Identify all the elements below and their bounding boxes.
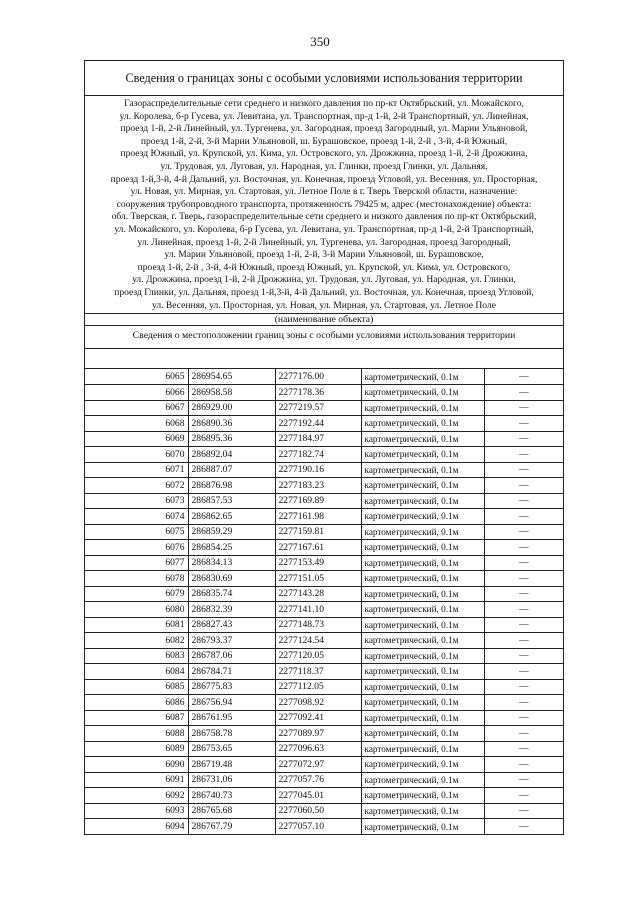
x-coordinate-cell: 286958.58 [188, 385, 275, 401]
object-description-line: ул. Линейная, проезд 1-й, 2-й Линейный, ул. Тургенева, ул. Загородная, проезд Загородный, [137, 236, 511, 248]
error-cell: — [484, 617, 563, 633]
method-cell: картометрический, 0.1м [361, 664, 484, 680]
error-cell: — [484, 447, 563, 463]
x-coordinate-cell: 286862.65 [188, 509, 275, 525]
x-coordinate-cell: 286832.39 [188, 602, 275, 618]
y-coordinate-cell: 2277190.16 [275, 462, 361, 478]
table-row [85, 478, 563, 494]
point-number-cell: 6085 [85, 679, 188, 695]
point-number-cell: 6068 [85, 416, 188, 432]
y-coordinate-cell: 2277118.37 [275, 664, 361, 680]
method-cell: картометрический, 0.1м [361, 478, 484, 494]
x-coordinate-cell: 286857.53 [188, 493, 275, 509]
x-coordinate-cell: 286954.65 [188, 369, 275, 385]
object-description-line: проезд 1-й, 2-й Линейный, ул. Тургенева, ул. Загородная, проезд Загородный, ул. Марии Ульяновой, [120, 123, 528, 135]
x-coordinate-cell: 286830.69 [188, 571, 275, 587]
error-cell: — [484, 571, 563, 587]
point-number-cell: 6070 [85, 447, 188, 463]
method-cell: картометрический, 0.1м [361, 540, 484, 556]
y-coordinate-cell: 2277192.44 [275, 416, 361, 432]
method-cell: картометрический, 0.1м [361, 679, 484, 695]
table-row [85, 788, 563, 804]
table-row [85, 400, 563, 416]
point-number-cell: 6078 [85, 571, 188, 587]
y-coordinate-cell: 2277184.97 [275, 431, 361, 447]
table-row [85, 741, 563, 757]
method-cell: картометрический, 0.1м [361, 819, 484, 835]
table-row [85, 493, 563, 509]
table-row [85, 772, 563, 788]
method-cell: картометрический, 0.1м [361, 633, 484, 649]
object-description-line: ул. Весенняя, ул. Просторная, ул. Новая, ул. Мирная, ул. Стартовая, ул. Летное Поле [152, 299, 496, 311]
method-cell: картометрический, 0.1м [361, 788, 484, 804]
object-description-line: ул. Можайского, ул. Королева, б-р Гусева, ул. Левитана, ул. Транспортная, пр-д 1-й, 2-й Транспортный, [114, 223, 534, 235]
method-cell: картометрический, 0.1м [361, 493, 484, 509]
object-description-line: ул. Королева, б-р Гусева, ул. Левитана, ул. Транспортная, пр-д 1-й, 2-й Транспортный, ул. Линейная, [119, 110, 529, 122]
error-cell: — [484, 633, 563, 649]
x-coordinate-cell: 286793.37 [188, 633, 275, 649]
point-number-cell: 6075 [85, 524, 188, 540]
error-cell: — [484, 648, 563, 664]
method-cell: картометрический, 0.1м [361, 462, 484, 478]
point-number-cell: 6076 [85, 540, 188, 556]
method-cell: картометрический, 0.1м [361, 555, 484, 571]
object-description-line: проезд 1-й,3-й, 4-й Дальний, ул. Восточная, ул. Конечная, проезд Угловой, ул. Весенняя, ул. Просторная, [110, 173, 538, 185]
y-coordinate-cell: 2277092.41 [275, 710, 361, 726]
x-coordinate-cell: 286895.36 [188, 431, 275, 447]
method-cell: картометрический, 0.1м [361, 416, 484, 432]
table-row [85, 586, 563, 602]
table-row [85, 726, 563, 742]
point-number-cell: 6077 [85, 555, 188, 571]
error-cell: — [518, 821, 529, 833]
error-cell: — [484, 757, 563, 773]
y-coordinate-cell: 2277219.57 [275, 400, 361, 416]
method-cell: картометрический, 0.1м [361, 695, 484, 711]
table-row [85, 617, 563, 633]
error-cell: — [484, 788, 563, 804]
method-cell: картометрический, 0.1м [361, 757, 484, 773]
error-cell: — [484, 524, 563, 540]
method-cell: картометрический, 0.1м [361, 571, 484, 587]
x-coordinate-cell: 286756.94 [188, 695, 275, 711]
error-cell: — [484, 509, 563, 525]
table-header-spacer [85, 349, 563, 369]
x-coordinate-cell: 286775.83 [188, 679, 275, 695]
method-cell: картометрический, 0.1м [361, 710, 484, 726]
x-coordinate-cell: 286761.95 [188, 710, 275, 726]
x-coordinate-cell: 286827.43 [188, 617, 275, 633]
table-row [85, 710, 563, 726]
table-row [85, 571, 563, 587]
method-cell: картометрический, 0.1м [361, 772, 484, 788]
y-coordinate-cell: 2277176.00 [275, 369, 361, 385]
point-number-cell: 6080 [85, 602, 188, 618]
error-cell: — [484, 555, 563, 571]
x-coordinate-cell: 286835.74 [188, 586, 275, 602]
table-row [85, 602, 563, 618]
point-number-cell: 6094 [85, 819, 188, 835]
method-cell: картометрический, 0.1м [361, 509, 484, 525]
table-row [85, 648, 563, 664]
y-coordinate-cell: 2277159.81 [275, 524, 361, 540]
coordinates-table [85, 369, 563, 834]
object-description-line: обл. Тверская, г. Тверь, газораспределительные сети среднего и низкого давления по пр-кт Октябрьский, [111, 211, 537, 223]
point-number-cell: 6073 [85, 493, 188, 509]
object-description-line: проезд 1-й, 2-й, 3-й Марии Ульяновой, ш. Бурашовское, проезд 1-й, 2-й , 3-й, 4-й Южный, [140, 135, 508, 147]
point-number-cell: 6086 [85, 695, 188, 711]
error-cell: — [484, 586, 563, 602]
x-coordinate-cell: 286753.65 [188, 741, 275, 757]
table-row [85, 803, 563, 819]
method-cell: картометрический, 0.1м [361, 385, 484, 401]
y-coordinate-cell: 2277169.89 [275, 493, 361, 509]
x-coordinate-cell: 286929.00 [188, 400, 275, 416]
error-cell: — [484, 493, 563, 509]
table-row [85, 416, 563, 432]
x-coordinate-cell: 286876.98 [188, 478, 275, 494]
document-frame [84, 60, 564, 835]
x-coordinate-cell: 286784.71 [188, 664, 275, 680]
table-row [85, 524, 563, 540]
object-description-line: проезд Глинки, ул. Дальняя, проезд 1-й,3-й, 4-й Дальний, ул. Восточная, ул. Конечная, проезд Угловой, [114, 286, 534, 298]
point-number-cell: 6091 [85, 772, 188, 788]
error-cell: — [484, 385, 563, 401]
x-coordinate-cell: 286787.06 [188, 648, 275, 664]
error-cell: — [484, 416, 563, 432]
object-description-line: проезд Южный, ул. Крупской, ул. Кима, ул. Островского, ул. Дрожжина, проезд 1-й, 2-й Дрожжина, [120, 148, 528, 160]
point-number-cell: 6065 [85, 369, 188, 385]
point-number-cell: 6082 [85, 633, 188, 649]
y-coordinate-cell: 2277143.28 [275, 586, 361, 602]
y-coordinate-cell: 2277141.10 [275, 602, 361, 618]
page-number: 350 [310, 34, 330, 49]
y-coordinate-cell: 2277096.63 [275, 741, 361, 757]
error-cell: — [484, 540, 563, 556]
y-coordinate-cell: 2277148.73 [275, 617, 361, 633]
x-coordinate-cell: 286834.13 [188, 555, 275, 571]
method-cell: картометрический, 0.1м [361, 369, 484, 385]
table-row [85, 369, 563, 385]
y-coordinate-cell: 2277098.92 [275, 695, 361, 711]
table-row [85, 757, 563, 773]
y-coordinate-cell: 2277183.23 [275, 478, 361, 494]
y-coordinate-cell: 2277178.36 [275, 385, 361, 401]
table-row [85, 695, 563, 711]
y-coordinate-cell: 2277153.49 [275, 555, 361, 571]
page-title: Сведения о границах зоны с особыми условиями использования территории [85, 61, 563, 96]
y-coordinate-cell: 2277124.54 [275, 633, 361, 649]
object-description-line: ул. Новая, ул. Мирная, ул. Стартовая, ул. Летное Поле в г. Тверь Тверской области, назначение: [130, 186, 518, 198]
error-cell: — [484, 602, 563, 618]
error-cell: — [484, 695, 563, 711]
error-cell: — [484, 664, 563, 680]
y-coordinate-cell: 2277182.74 [275, 447, 361, 463]
y-coordinate-cell: 2277120.05 [275, 648, 361, 664]
y-coordinate-cell: 2277151.05 [275, 571, 361, 587]
error-cell: — [484, 726, 563, 742]
error-cell: — [484, 462, 563, 478]
table-row [85, 555, 563, 571]
method-cell: картометрический, 0.1м [361, 431, 484, 447]
point-number-cell: 6066 [85, 385, 188, 401]
method-cell: картометрический, 0.1м [361, 524, 484, 540]
object-description-line: сооружения трубопроводного транспорта, протяженность 79425 м, адрес (местонахождение) объекта: [116, 198, 532, 210]
point-number-cell: 6090 [85, 757, 188, 773]
x-coordinate-cell: 286859.29 [188, 524, 275, 540]
point-number-cell: 6087 [85, 710, 188, 726]
method-cell: картометрический, 0.1м [361, 726, 484, 742]
table-row [85, 431, 563, 447]
y-coordinate-cell: 2277167.61 [275, 540, 361, 556]
method-cell: картометрический, 0.1м [361, 648, 484, 664]
error-cell: — [484, 431, 563, 447]
point-number-cell: 6089 [85, 741, 188, 757]
error-cell: — [484, 369, 563, 385]
table-row [85, 664, 563, 680]
point-number-cell: 6071 [85, 462, 188, 478]
method-cell: картометрический, 0.1м [361, 803, 484, 819]
point-number-cell: 6083 [85, 648, 188, 664]
table-row [85, 819, 563, 835]
object-description-line: ул. Дрожжина, проезд 1-й, 2-й Дрожжина, ул. Трудовая, ул. Луговая, ул. Народная, ул. Глинки, [132, 274, 516, 286]
method-cell: картометрический, 0.1м [361, 586, 484, 602]
error-cell: — [484, 772, 563, 788]
x-coordinate-cell: 286740.73 [188, 788, 275, 804]
error-cell: — [484, 741, 563, 757]
object-description-line: ул. Марии Ульяновой, проезд 1-й, 2-й, 3-й Марии Ульяновой, ш. Бурашовское, [164, 249, 484, 261]
x-coordinate-cell: 286758.78 [188, 726, 275, 742]
x-coordinate-cell: 286731.06 [188, 772, 275, 788]
object-description-line: Газораспределительные сети среднего и низкого давления по пр-кт Октябрьский, ул. Можайского, [124, 98, 524, 109]
location-section-title: Сведения о местоположении границ зоны с особыми условиями использования территории [85, 326, 563, 349]
method-cell: картометрический, 0.1м [361, 447, 484, 463]
y-coordinate-cell: 2277089.97 [275, 726, 361, 742]
table-row [85, 462, 563, 478]
x-coordinate-cell: 286767.79 [188, 819, 275, 835]
table-row [85, 385, 563, 401]
error-cell: — [484, 400, 563, 416]
point-number-cell: 6069 [85, 431, 188, 447]
table-row [85, 509, 563, 525]
table-row [85, 540, 563, 556]
y-coordinate-cell: 2277112.05 [275, 679, 361, 695]
method-cell: картометрический, 0.1м [361, 617, 484, 633]
x-coordinate-cell: 286765.68 [188, 803, 275, 819]
object-caption: (наименование объекта) [85, 313, 563, 326]
table-row [85, 679, 563, 695]
point-number-cell: 6093 [85, 803, 188, 819]
object-description-line: ул. Трудовая, ул. Луговая, ул. Народная, ул. Глинки, проезд Глинки, ул. Дальняя, [160, 160, 488, 172]
point-number-cell: 6081 [85, 617, 188, 633]
point-number-cell: 6074 [85, 509, 188, 525]
error-cell: — [484, 710, 563, 726]
y-coordinate-cell: 2277060.50 [275, 803, 361, 819]
method-cell: картометрический, 0.1м [361, 741, 484, 757]
point-number-cell: 6088 [85, 726, 188, 742]
y-coordinate-cell: 2277057.76 [275, 772, 361, 788]
object-description-line: проезд 1-й, 2-й , 3-й, 4-й Южный, проезд Южный, ул. Крупской, ул. Кима, ул. Островского, [137, 261, 511, 273]
error-cell: — [484, 478, 563, 494]
x-coordinate-cell: 286719.48 [188, 757, 275, 773]
error-cell: — [484, 679, 563, 695]
point-number-cell: 6072 [85, 478, 188, 494]
y-coordinate-cell: 2277057.10 [275, 819, 361, 835]
x-coordinate-cell: 286854.25 [188, 540, 275, 556]
point-number-cell: 6067 [85, 400, 188, 416]
point-number-cell: 6092 [85, 788, 188, 804]
y-coordinate-cell: 2277045.01 [275, 788, 361, 804]
x-coordinate-cell: 286887.07 [188, 462, 275, 478]
method-cell: картометрический, 0.1м [361, 400, 484, 416]
y-coordinate-cell: 2277072.97 [275, 757, 361, 773]
error-cell: — [484, 803, 563, 819]
point-number-cell: 6079 [85, 586, 188, 602]
y-coordinate-cell: 2277161.98 [275, 509, 361, 525]
table-row [85, 447, 563, 463]
method-cell: картометрический, 0.1м [361, 602, 484, 618]
table-row [85, 633, 563, 649]
x-coordinate-cell: 286890.36 [188, 416, 275, 432]
x-coordinate-cell: 286892.04 [188, 447, 275, 463]
object-description [85, 96, 563, 313]
point-number-cell: 6084 [85, 664, 188, 680]
